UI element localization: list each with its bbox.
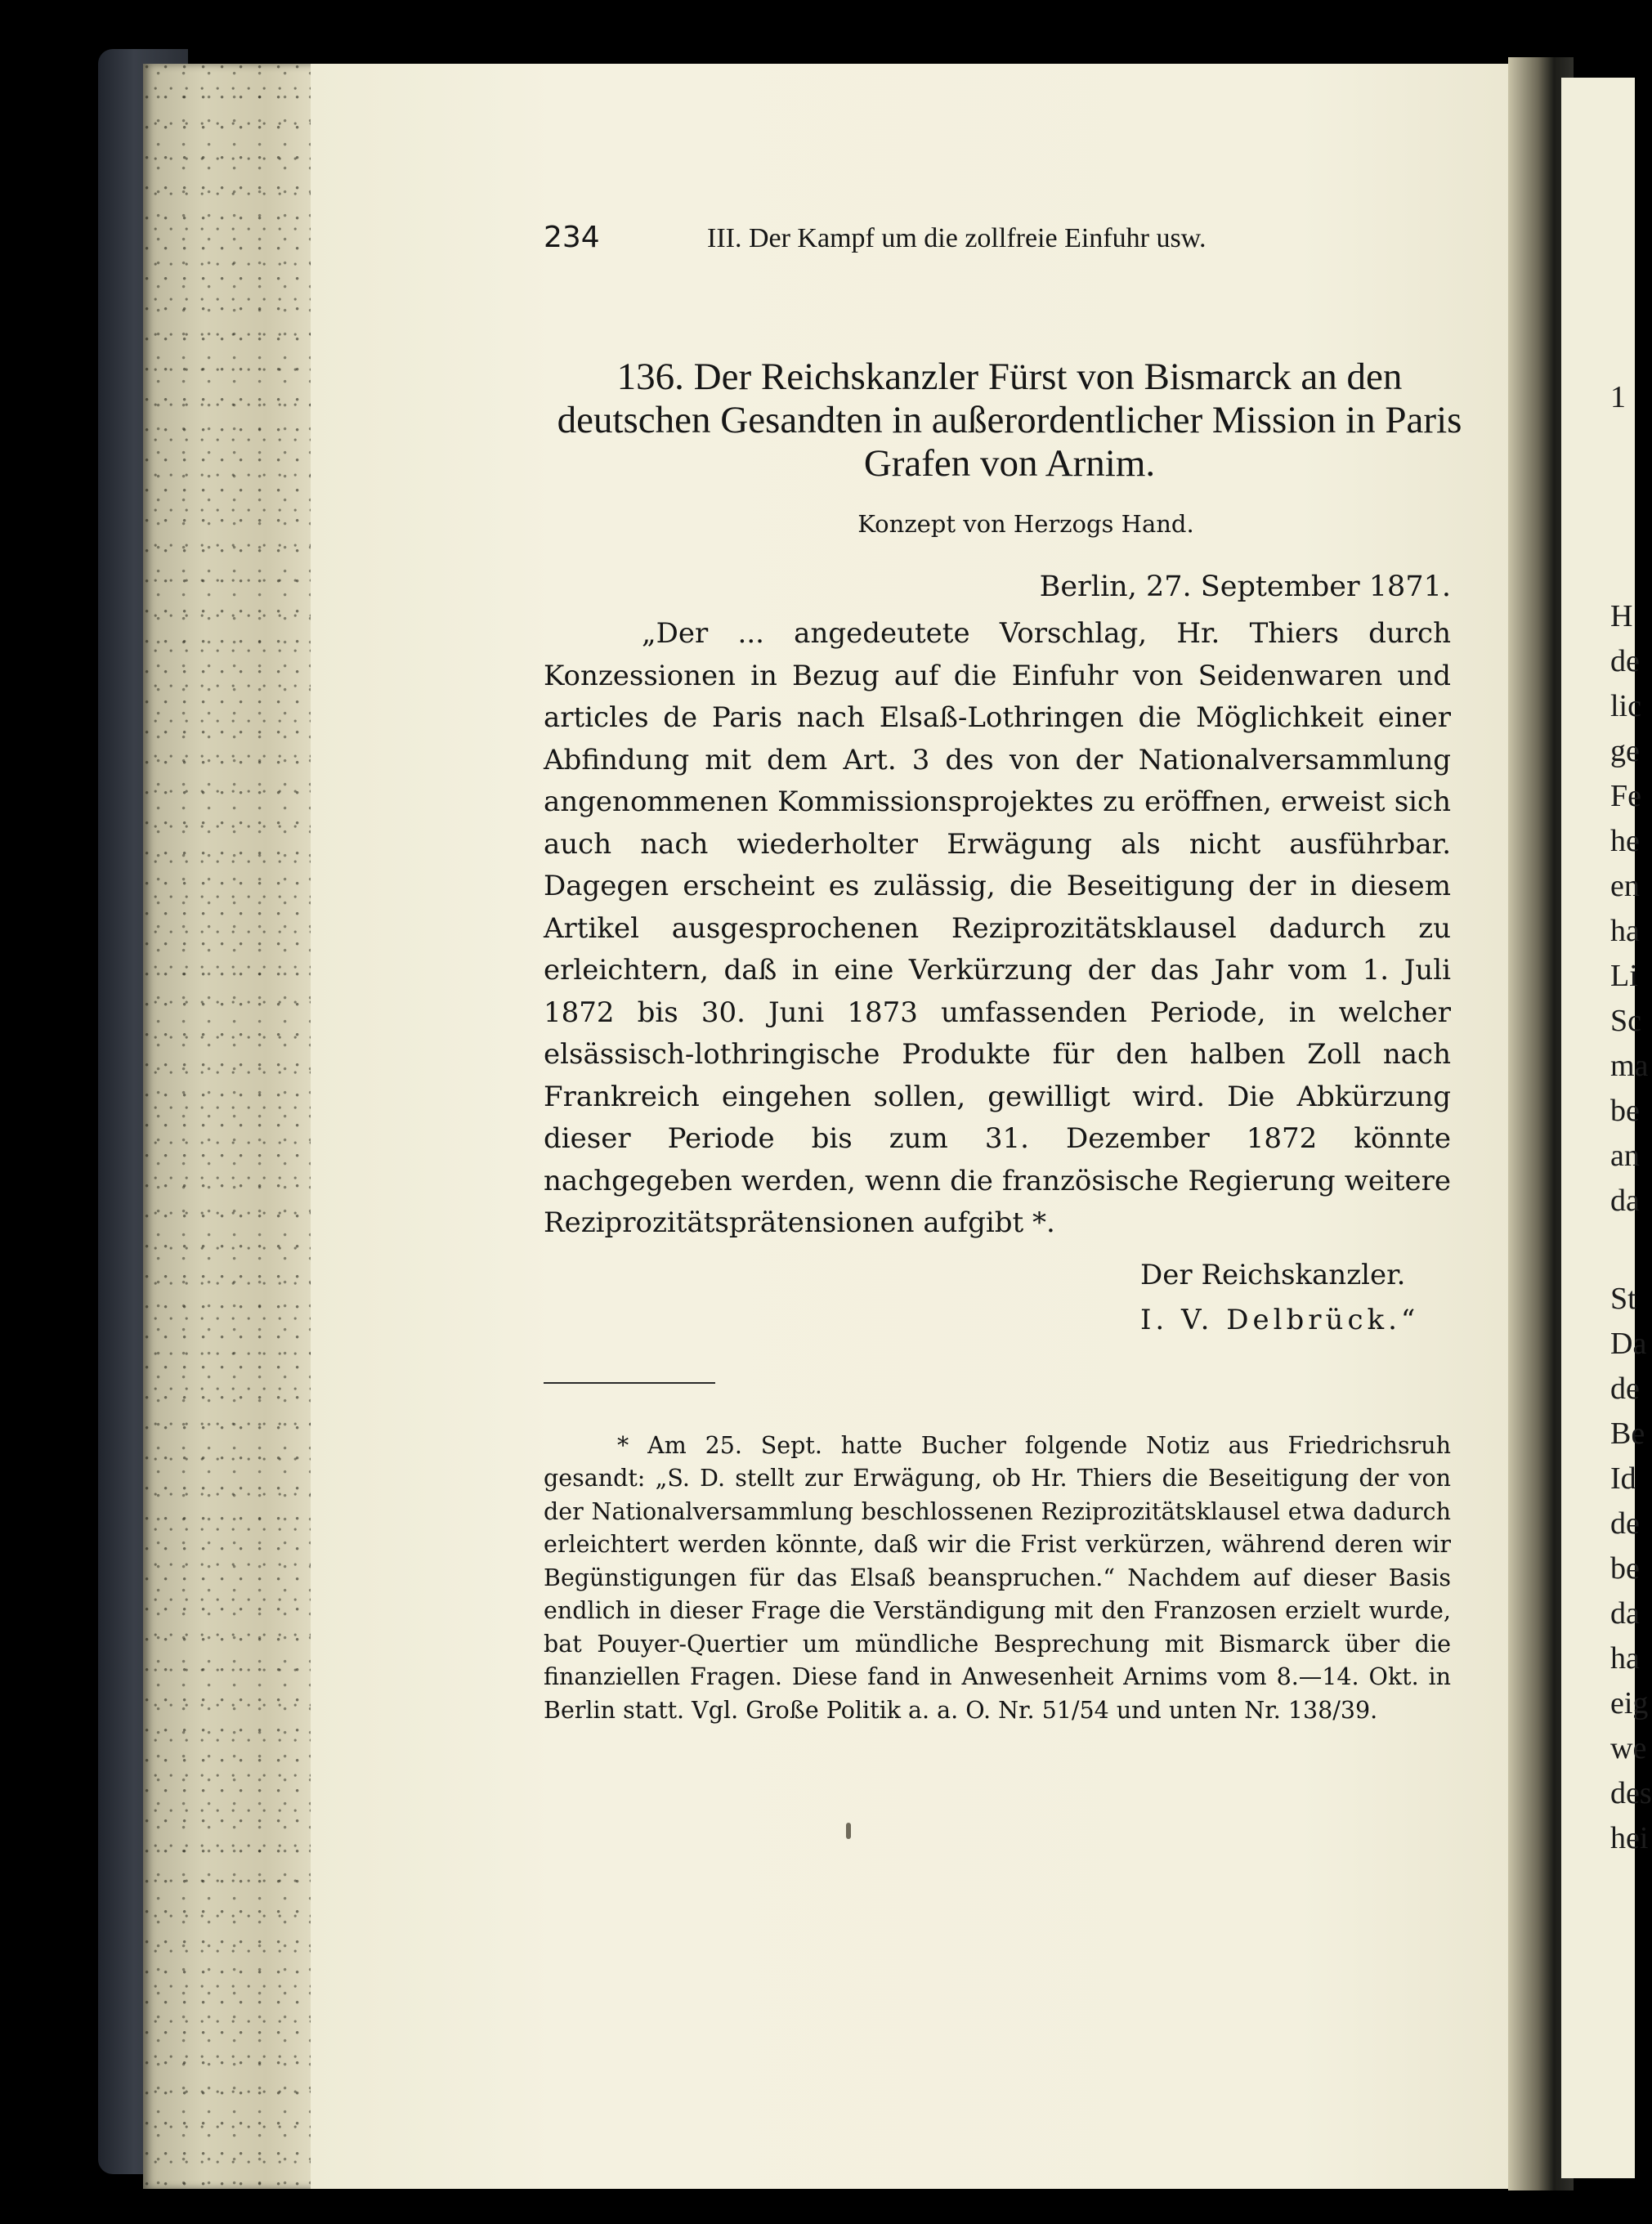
facing-fragment: he — [1610, 824, 1640, 858]
document-subtitle: Konzept von Herzogs Hand. — [857, 510, 1194, 538]
facing-fragment: an — [1610, 1139, 1640, 1173]
facing-fragment: H — [1610, 599, 1633, 633]
facing-fragment: ha — [1610, 914, 1640, 948]
facing-fragment: Sc — [1610, 1004, 1641, 1038]
facing-fragment: be — [1610, 1094, 1640, 1128]
facing-fragment: eig — [1610, 1686, 1649, 1721]
facing-fragment: de — [1610, 644, 1640, 678]
footnote-rule — [544, 1382, 715, 1384]
facing-fragment: we — [1610, 1731, 1647, 1765]
facing-fragment: Da — [1610, 1327, 1647, 1361]
facing-page — [1561, 78, 1652, 2178]
facing-fragment: Li — [1610, 959, 1638, 993]
facing-fragment: da — [1610, 1184, 1640, 1218]
facing-fragment: ma — [1610, 1049, 1649, 1083]
facing-fragment: Id — [1610, 1461, 1636, 1496]
date-line: Berlin, 27. September 1871. — [1039, 571, 1451, 603]
letter-paragraph: „Der ... angedeutete Vorschlag, Hr. Thiers durch Konzessionen in Bezug auf die Einfuhr von Seidenwaren und articles de Paris nach Elsaß-Lothringen die Möglichkeit einer Abfindung mit dem Art. 3 des von der Nationalversammlung angenommenen Kommissionsprojektes zu eröffnen, erweist sich auch nach wiederholter Erwägung als nicht ausführbar. Dagegen erscheint es zulässig, die Beseitigung der in diesem Artikel ausgesprochenen Reziprozitätsklausel dadurch zu erleichtern, daß in eine Verkürzung der das Jahr vom 1. Juli 1872 bis 30. Juni 1873 umfassenden Periode, in welcher elsässisch-lothringische Produkte für den halben Zoll nach Frankreich eingehen sollen, gewilligt wird. Die Abkürzung dieser Periode bis zum 31. Dezember 1872 könnte nachgegeben werden, wenn die französische Regierung weitere Reziprozitätsprätensionen aufgibt *. — [544, 617, 1451, 1239]
facing-fragment: lic — [1610, 689, 1641, 723]
page-number: 234 — [544, 221, 600, 254]
signature-title: Der Reichskanzler. — [1140, 1258, 1406, 1291]
facing-fragment: St — [1610, 1282, 1636, 1316]
footnote — [544, 1430, 1451, 1728]
page-edge-speckle — [143, 64, 319, 2189]
facing-fragment: be — [1610, 1551, 1640, 1586]
page-mark — [846, 1823, 851, 1839]
running-head: III. Der Kampf um die zollfreie Einfuhr usw. — [707, 223, 1207, 253]
facing-fragment: Be — [1610, 1416, 1645, 1451]
letter-body — [544, 613, 1451, 1245]
facing-fragment: des — [1610, 1776, 1652, 1810]
footnote-text: * Am 25. Sept. hatte Bucher folgende Notiz aus Friedrichsruh gesandt: „S. D. stellt zur Erwägung, ob Hr. Thiers die Beseitigung der von der Nationalversammlung beschlossenen Reziprozitätsklausel etwa dadurch erleichtert werden könnte, daß wir die Frist verkürzen, während deren wir Begünstigungen für das Elsaß beanspruchen.“ Nachdem auf dieser Basis endlich in dieser Frage die Verständigung mit den Franzosen erzielt wurde, bat Pouyer-Quertier um mündliche Besprechung mit Bismarck über die finanziellen Fragen. Diese fand in Anwesenheit Arnims vom 8.—14. Okt. in Berlin statt. Vgl. Große Politik a. a. O. Nr. 51/54 und unten Nr. 138/39. — [544, 1431, 1451, 1724]
facing-fragment: Fe — [1610, 779, 1641, 813]
facing-fragment: 1 — [1610, 380, 1626, 414]
facing-fragment: de — [1610, 1506, 1640, 1541]
facing-fragment: da — [1610, 1596, 1640, 1631]
signature-name: I. V. Delbrück.“ — [1140, 1303, 1420, 1336]
page-header — [544, 221, 1475, 253]
facing-fragment: ge — [1610, 734, 1640, 768]
page-block-edge — [143, 64, 319, 2189]
facing-fragment: hei — [1610, 1821, 1649, 1855]
facing-fragment: en — [1610, 869, 1640, 903]
facing-fragment: ha — [1610, 1641, 1640, 1676]
document-title: 136. Der Reichskanzler Fürst von Bismarck an den deutschen Gesandten in außerordentlicher Mission in Paris Grafen von Arnim. — [557, 356, 1462, 485]
signature-block — [1140, 1253, 1475, 1343]
page-text — [544, 221, 1475, 1727]
facing-fragment: de — [1610, 1372, 1640, 1406]
